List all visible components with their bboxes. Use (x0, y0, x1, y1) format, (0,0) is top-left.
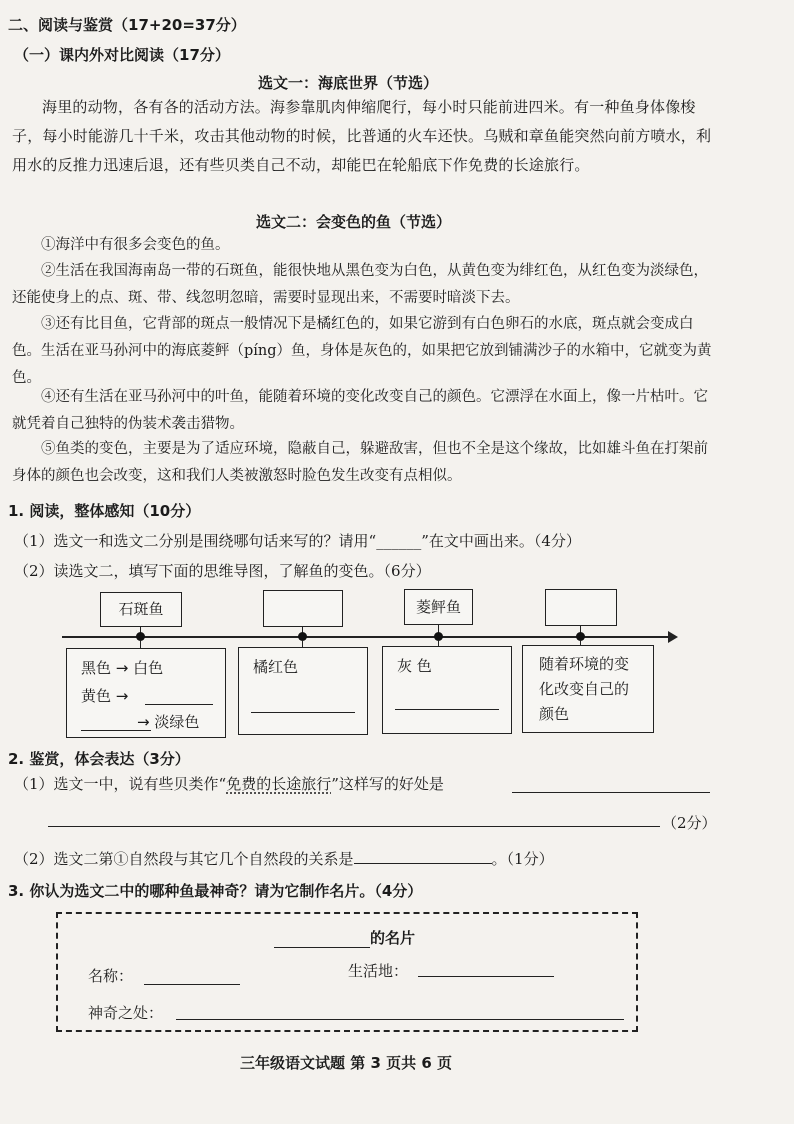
question-1-part-2: （2）读选文二，填写下面的思维导图，了解鱼的变色。（6分） (14, 562, 431, 580)
q2-part1-prefix: （1）选文一中，说有些贝类作“ (14, 775, 227, 793)
mindmap-top-label-3: 菱鲆鱼 (415, 598, 461, 616)
question-2-heading: 2. 鉴赏，体会表达（3分） (8, 750, 190, 768)
passage2-paragraph-2: ②生活在我国海南岛一带的石斑鱼，能很快地从黑色变为白色，从黄色变为绯红色，从红色变为淡绿色，还能使身上的点、斑、带、线忽明忽暗，需要时显现出来，不需要时暗淡下去。 (12, 263, 708, 306)
q2-part1-answer-line-1[interactable] (512, 792, 710, 793)
question-2-part-2 (14, 848, 554, 869)
card-name-blank[interactable] (144, 984, 240, 985)
passage1-text: 海里的动物，各有各的活动方法。海参靠肌肉伸缩爬行，每小时只能前进四米。有一种鱼身体像梭子，每小时能游几十千米，攻击其他动物的时候，比普通的火车还快。乌贼和章鱼能突然向前方喷水，利用水的反推力迅速后退，还有些贝类自己不动，却能巴在轮船底下作免费的长途旅行。 (12, 98, 712, 174)
card1-row3-to: 淡绿色 (154, 713, 200, 731)
sub-section-heading: （一）课内外对比阅读（17分） (14, 46, 230, 64)
page-footer: 三年级语文试题 第 3 页共 6 页 (240, 1054, 452, 1072)
card3-blank[interactable] (395, 709, 499, 710)
section-heading: 二、阅读与鉴赏（17+20=37分） (8, 16, 246, 34)
arrow-icon: → (137, 713, 150, 731)
card1-row3 (137, 711, 199, 732)
mindmap-top-box-1 (100, 592, 182, 627)
name-card (56, 912, 638, 1032)
card-feature-label: 神奇之处： (88, 1004, 164, 1022)
mindmap-card-4 (522, 645, 654, 733)
question-3-heading: 3. 你认为选文二中的哪种鱼最神奇？请为它制作名片。（4分） (8, 882, 423, 900)
q2-part1-score: （2分） (662, 814, 717, 832)
card2-text: 橘红色 (253, 658, 299, 676)
mindmap-top-box-2[interactable] (263, 590, 343, 627)
card-name-label: 名称： (88, 967, 134, 985)
mindmap-top-box-4[interactable] (545, 589, 617, 626)
card-habitat-blank[interactable] (418, 976, 554, 977)
timeline-dot-3 (434, 632, 443, 641)
card1-row1-to: 白色 (133, 659, 164, 677)
timeline-dot-1 (136, 632, 145, 641)
passage2-paragraph-3: ③还有比目鱼，它背部的斑点一般情况下是橘红色的，如果它游到有白色卵石的水底，斑点就会变成白色。生活在亚马孙河中的海底菱鲆（píng）鱼，身体是灰色的，如果把它放到铺满沙子的水箱中，它就变为黄色。 (12, 316, 712, 386)
question-2-part-1 (14, 773, 444, 794)
card1-row1-from: 黑色 (81, 659, 112, 677)
mindmap-card-3 (382, 646, 512, 734)
passage1-title: 选文一：海底世界（节选） (258, 74, 439, 92)
timeline-arrowhead (668, 631, 678, 643)
card-fish-name-blank[interactable] (274, 947, 370, 948)
mindmap-top-label-1: 石斑鱼 (118, 600, 164, 618)
q2-part1-answer-line-2[interactable] (48, 826, 660, 827)
arrow-icon: → (115, 659, 129, 677)
card-title: 的名片 (370, 929, 416, 947)
passage2-paragraph-1: ①海洋中有很多会变色的鱼。 (41, 237, 230, 253)
q2-part2-suffix: 。（1分） (491, 850, 554, 868)
timeline-dot-4 (576, 632, 585, 641)
card1-row2 (81, 685, 128, 706)
timeline-dot-2 (298, 632, 307, 641)
passage2-paragraph-4: ④还有生活在亚马孙河中的叶鱼，能随着环境的变化改变自己的颜色。它漂浮在水面上，像一片枯叶。它就凭着自己独特的伪装术袭击猎物。 (12, 389, 708, 432)
passage2-title: 选文二：会变色的鱼（节选） (256, 213, 452, 231)
card-feature-blank[interactable] (176, 1019, 624, 1020)
card3-text: 灰 色 (397, 657, 432, 675)
arrow-icon: → (115, 687, 129, 705)
mindmap-card-1 (66, 648, 226, 738)
q2-part1-quote: 免费的长途旅行 (226, 775, 332, 793)
card2-blank[interactable] (251, 712, 355, 713)
mindmap-top-box-3 (404, 589, 473, 625)
question-1-part-1: （1）选文一和选文二分别是围绕哪句话来写的？请用“______”在文中画出来。（4分） (14, 532, 581, 550)
connector-down-1 (140, 641, 141, 648)
q2-part1-suffix: ”这样写的好处是 (331, 775, 444, 793)
card-habitat-label: 生活地： (348, 962, 409, 980)
q2-part2-prefix: （2）选文二第①自然段与其它几个自然段的关系是 (14, 850, 354, 868)
q2-part2-answer-blank[interactable] (354, 849, 492, 864)
mindmap-card-2 (238, 647, 368, 735)
passage2-paragraph-5: ⑤鱼类的变色，主要是为了适应环境，隐蔽自己，躲避敌害，但也不全是这个缘故，比如雄斗鱼在打架前身体的颜色也会改变，这和我们人类被激怒时脸色发生改变有点相似。 (12, 441, 708, 484)
card4-text: 随着环境的变化改变自己的颜色 (539, 655, 630, 723)
card1-row2-blank[interactable] (145, 704, 213, 705)
question-1-heading: 1. 阅读，整体感知（10分） (8, 502, 201, 520)
card1-row1 (81, 657, 163, 678)
card1-row2-from: 黄色 (81, 687, 112, 705)
